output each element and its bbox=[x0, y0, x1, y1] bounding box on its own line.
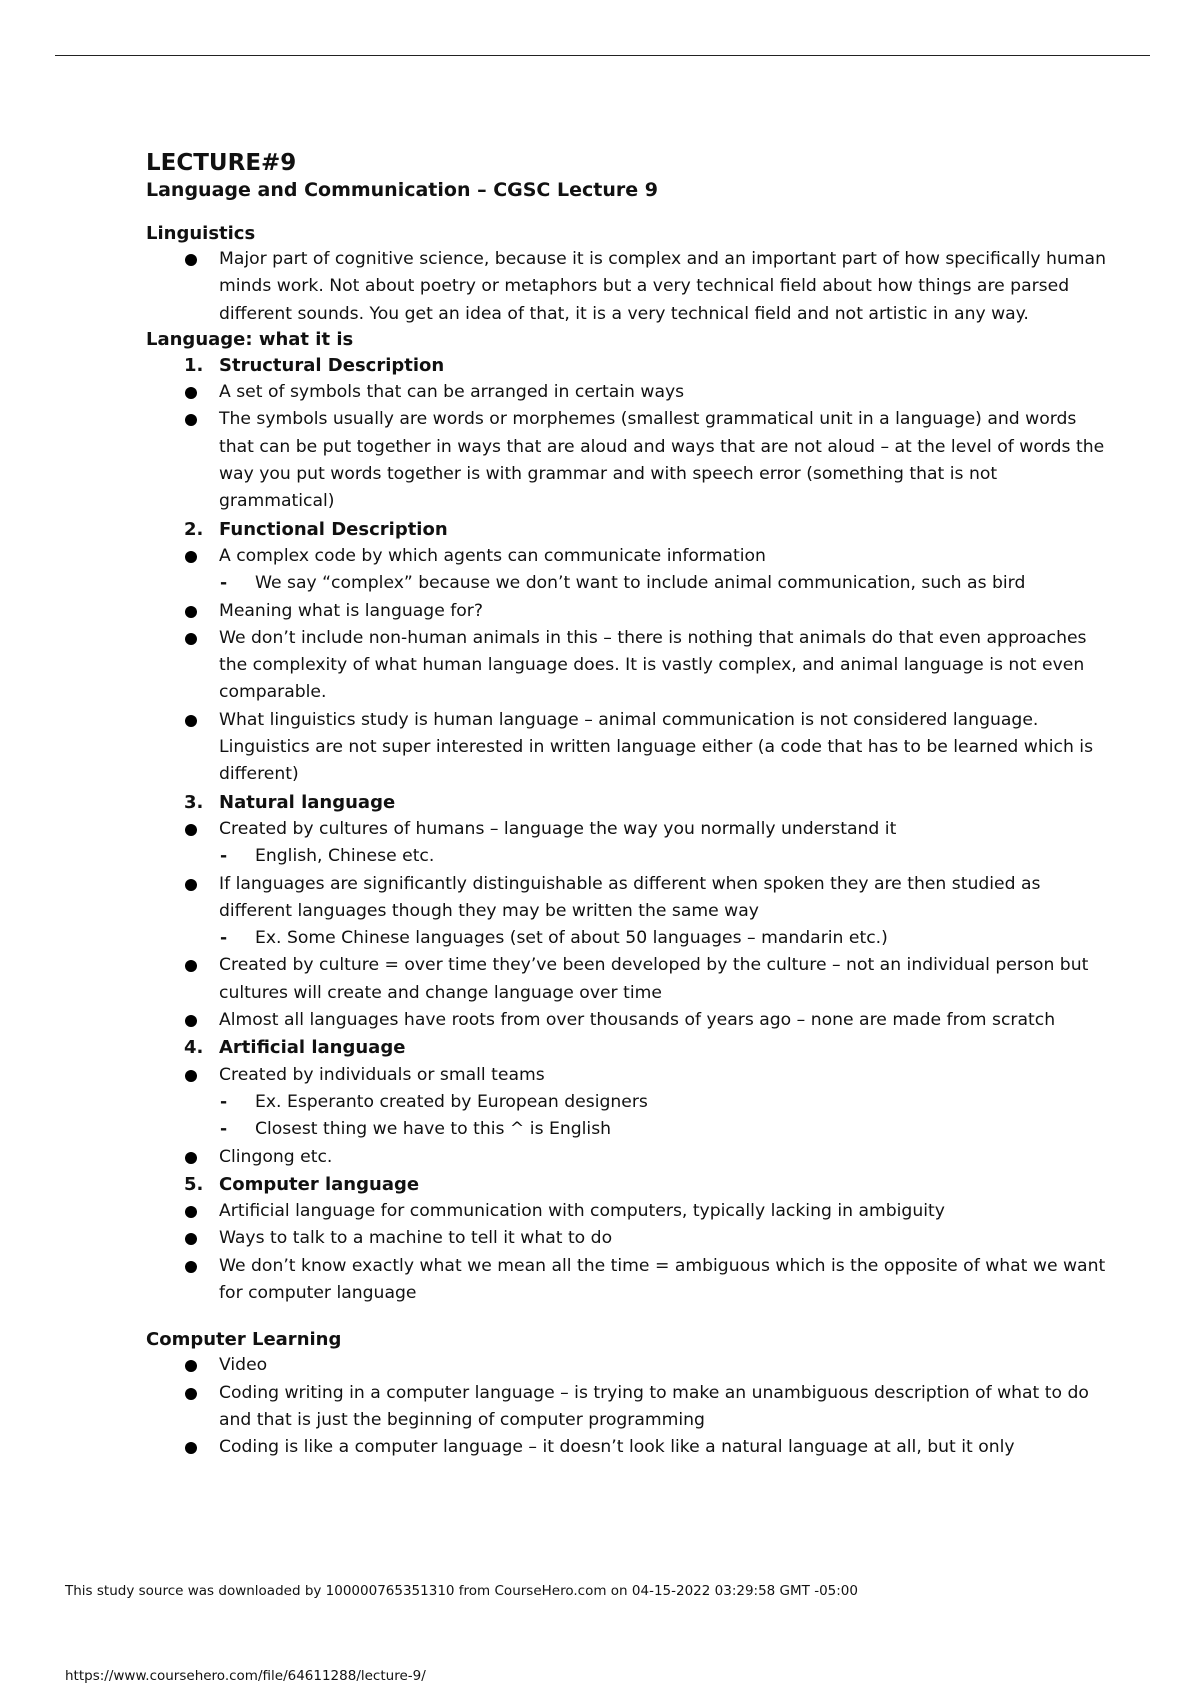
section-heading-computer-learning: Computer Learning bbox=[146, 1329, 342, 1351]
natural-list bbox=[146, 816, 1106, 1034]
item-number: 5. bbox=[184, 1173, 204, 1195]
numbered-heading-structural bbox=[146, 352, 1106, 379]
item-number: 1. bbox=[184, 354, 204, 376]
page-subtitle: Language and Communication – CGSC Lecture 9 bbox=[146, 179, 658, 201]
page-title: LECTURE#9 bbox=[146, 150, 297, 176]
list-item: Almost all languages have roots from over thousands of years ago – none are made from scratch bbox=[146, 1007, 1106, 1034]
item-title: Natural language bbox=[219, 791, 396, 813]
list-item: Coding is like a computer language – it doesn’t look like a natural language at all, but it only bbox=[146, 1434, 1106, 1461]
list-item: We don’t include non-human animals in this – there is nothing that animals do that even approaches the complexity of what human language does. It is vastly complex, and animal language is not even comparable. bbox=[146, 625, 1106, 707]
list-item: Clingong etc. bbox=[146, 1144, 1106, 1171]
structural-list bbox=[146, 379, 1106, 515]
numbered-heading-artificial bbox=[146, 1034, 1106, 1061]
list-item: A complex code by which agents can communicate information bbox=[146, 543, 1106, 570]
sub-list-item: - Ex. Some Chinese languages (set of about 50 languages – mandarin etc.) bbox=[146, 925, 1106, 952]
list-item: We don’t know exactly what we mean all the time = ambiguous which is the opposite of what we want for computer language bbox=[146, 1253, 1106, 1308]
list-item: Artificial language for communication with computers, typically lacking in ambiguity bbox=[146, 1198, 1106, 1225]
list-item: A set of symbols that can be arranged in certain ways bbox=[146, 379, 1106, 406]
list-item: What linguistics study is human language – animal communication is not considered language. Linguistics are not super interested in written language either (a code that has to be learned which is different) bbox=[146, 707, 1106, 789]
item-number: 2. bbox=[184, 518, 204, 540]
item-title: Artificial language bbox=[219, 1037, 406, 1059]
artificial-list bbox=[146, 1062, 1106, 1171]
list-item: Coding writing in a computer language – is trying to make an unambiguous description of what to do and that is just the beginning of computer programming bbox=[146, 1380, 1106, 1435]
section-heading-language: Language: what it is bbox=[146, 328, 354, 350]
source-url-link[interactable]: https://www.coursehero.com/file/64611288/lecture-9/ bbox=[65, 1668, 426, 1684]
computer-language-list bbox=[146, 1198, 1106, 1307]
list-item: Video bbox=[146, 1352, 1106, 1379]
item-title: Computer language bbox=[219, 1173, 420, 1195]
linguistics-list bbox=[146, 246, 1106, 328]
item-number: 3. bbox=[184, 791, 204, 813]
document-body bbox=[146, 148, 1106, 1461]
numbered-heading-functional bbox=[146, 516, 1106, 543]
numbered-heading-computer bbox=[146, 1171, 1106, 1198]
header-rule bbox=[55, 55, 1150, 56]
list-item: The symbols usually are words or morphemes (smallest grammatical unit in a language) and words that can be put together in ways that are aloud and ways that are not aloud – at the level of words the way you put words together is with grammar and with speech error (something that is not grammatical) bbox=[146, 406, 1106, 515]
section-heading-linguistics: Linguistics bbox=[146, 223, 256, 244]
computer-learning-list bbox=[146, 1352, 1106, 1461]
list-item: Created by culture = over time they’ve been developed by the culture – not an individual person but cultures will create and change language over time bbox=[146, 952, 1106, 1007]
functional-list bbox=[146, 543, 1106, 789]
list-item: Ways to talk to a machine to tell it what to do bbox=[146, 1225, 1106, 1252]
item-title: Structural Description bbox=[219, 354, 445, 376]
sub-list-item: - Closest thing we have to this ^ is English bbox=[146, 1116, 1106, 1143]
list-item: Major part of cognitive science, because it is complex and an important part of how specifically human minds work. Not about poetry or metaphors but a very technical field about how things are parsed different sounds. You get an idea of that, it is a very technical field and not artistic in any way. bbox=[146, 246, 1106, 328]
list-item: Created by cultures of humans – language the way you normally understand it bbox=[146, 816, 1106, 843]
list-item: Created by individuals or small teams bbox=[146, 1062, 1106, 1089]
download-source-note: This study source was downloaded by 100000765351310 from CourseHero.com on 04-15-2022 03:29:58 GMT -05:00 bbox=[65, 1583, 858, 1599]
list-item: If languages are significantly distinguishable as different when spoken they are then studied as different languages though they may be written the same way bbox=[146, 871, 1106, 926]
sub-list-item: - English, Chinese etc. bbox=[146, 843, 1106, 870]
numbered-heading-natural bbox=[146, 789, 1106, 816]
sub-list-item: - Ex. Esperanto created by European designers bbox=[146, 1089, 1106, 1116]
sub-list-item: - We say “complex” because we don’t want to include animal communication, such as bird bbox=[146, 570, 1106, 597]
item-number: 4. bbox=[184, 1037, 204, 1059]
item-title: Functional Description bbox=[219, 518, 448, 540]
list-item: Meaning what is language for? bbox=[146, 598, 1106, 625]
